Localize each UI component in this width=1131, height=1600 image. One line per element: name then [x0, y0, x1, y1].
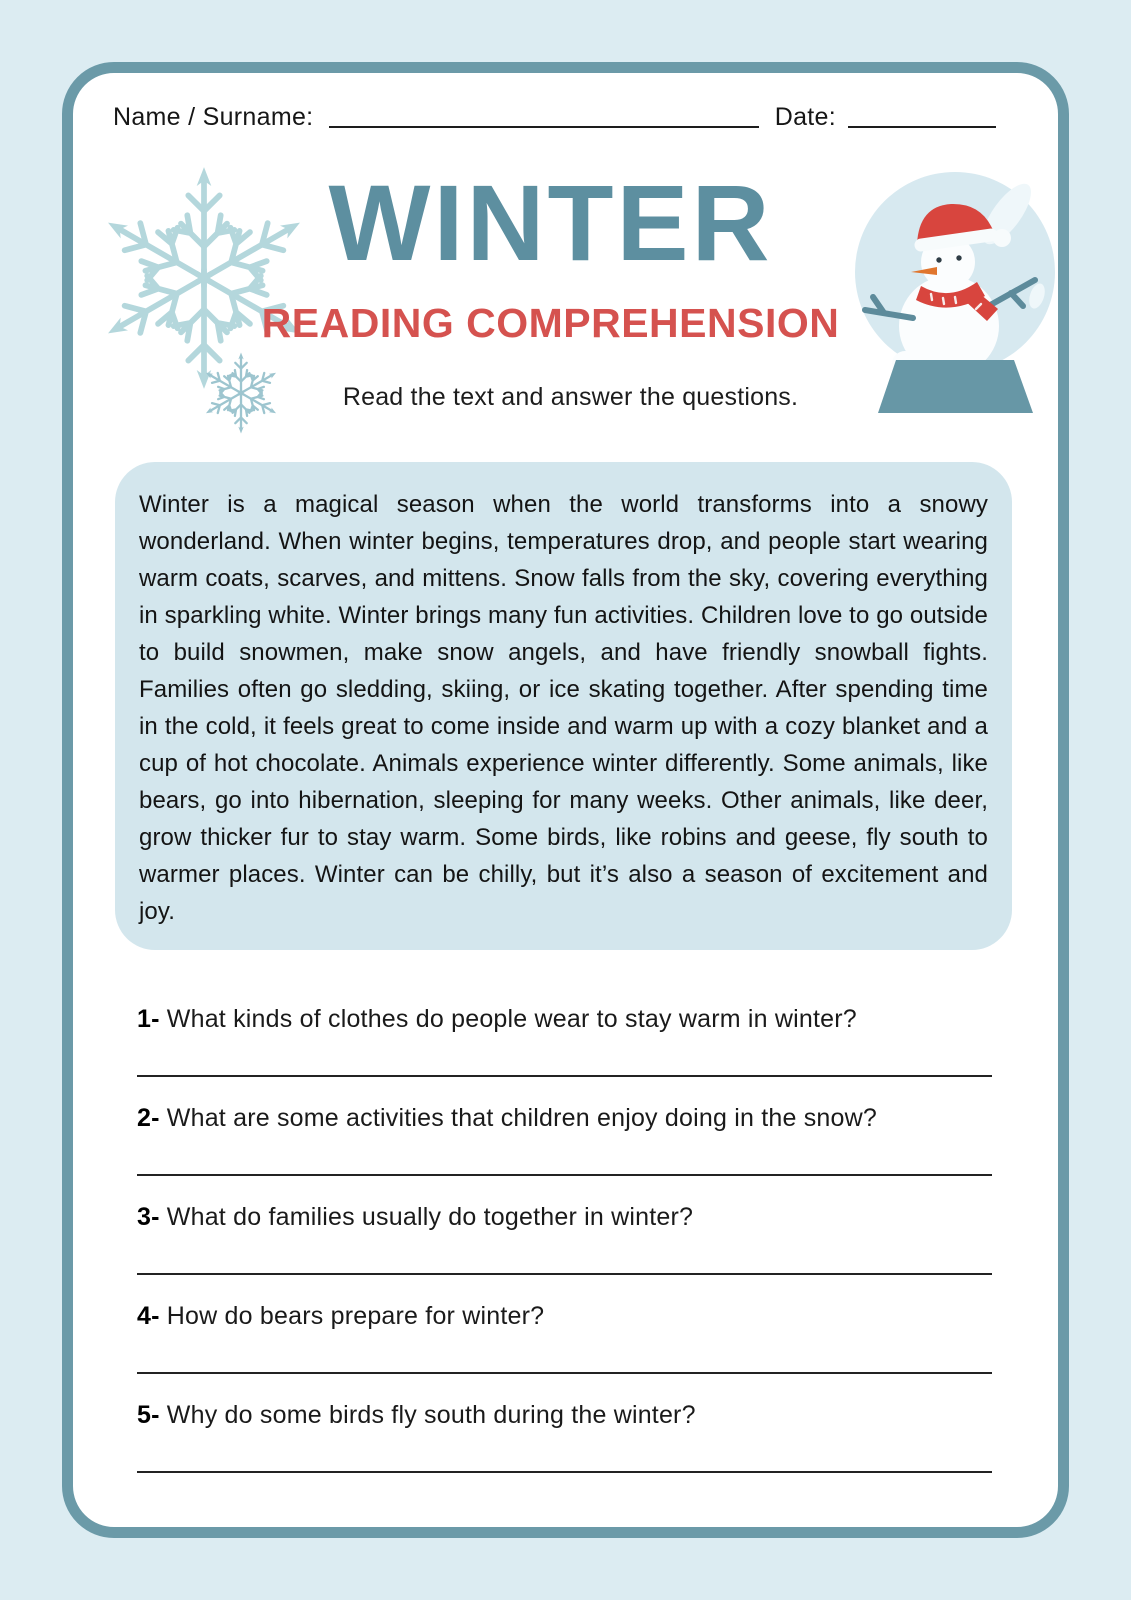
answer-line	[137, 1075, 992, 1077]
question-item	[137, 1203, 992, 1302]
answer-line	[137, 1372, 992, 1374]
question-number: 2-	[137, 1104, 160, 1132]
question-item	[137, 1005, 992, 1104]
answer-line	[137, 1273, 992, 1275]
question-item	[137, 1302, 992, 1401]
name-date-row	[113, 103, 996, 134]
passage-text: Winter is a magical season when the world transforms into a snowy wonderland. When winter begins, temperatures drop, and people start wearing warm coats, scarves, and mittens. Snow falls from the sky, covering everything in sparkling white. Winter brings many fun activities. Children love to go outside to build snowmen, make snow angels, and have friendly snowball fights. Families often go sledding, skiing, or ice skating together. After spending time in the cold, it feels great to come inside and warm up with a cozy blanket and a cup of hot chocolate. Animals experience winter differently. Some animals, like bears, go into hibernation, sleeping for many weeks. Other animals, like deer, grow thicker fur to stay warm. Some birds, like robins and geese, fly south to warmer places. Winter can be chilly, but it’s also a season of excitement and joy.	[139, 491, 988, 925]
instruction-text: Read the text and answer the questions.	[342, 383, 799, 411]
question-item	[137, 1401, 992, 1500]
question-number: 1-	[137, 1005, 160, 1033]
question-number: 3-	[137, 1203, 160, 1231]
name-surname-label: Name / Surname:	[113, 103, 314, 131]
question-text: 1- What kinds of clothes do people wear to stay warm in winter?	[137, 1005, 857, 1033]
worksheet-card	[62, 62, 1069, 1538]
date-label: Date:	[774, 103, 836, 131]
question-number: 4-	[137, 1302, 160, 1330]
name-fill-line	[329, 126, 758, 128]
answer-line	[137, 1174, 992, 1176]
question-text: 5- Why do some birds fly south during the winter?	[137, 1401, 696, 1429]
passage-box	[115, 462, 1012, 950]
question-item	[137, 1104, 992, 1203]
page-subtitle: READING COMPREHENSION	[261, 300, 840, 346]
question-number: 5-	[137, 1401, 160, 1429]
answer-line	[137, 1471, 992, 1473]
question-text: 3- What do families usually do together in winter?	[137, 1203, 694, 1231]
date-fill-line	[848, 126, 996, 128]
page-title: WINTER	[328, 162, 773, 283]
questions-section	[137, 1005, 992, 1500]
question-text: 2- What are some activities that children enjoy doing in the snow?	[137, 1104, 877, 1132]
question-text: 4- How do bears prepare for winter?	[137, 1302, 545, 1330]
